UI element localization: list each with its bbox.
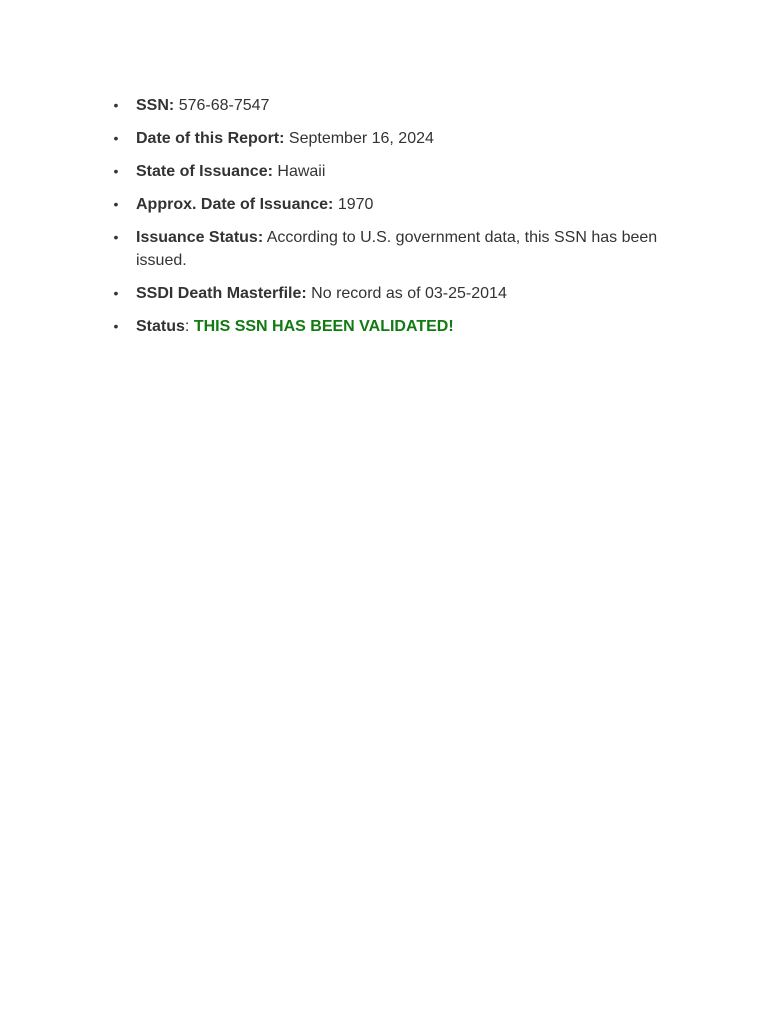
death-masterfile-value: No record as of 03-25-2014	[311, 285, 507, 302]
report-item-ssn	[113, 94, 680, 117]
bullet-icon: •	[113, 285, 119, 301]
ssn-label: SSN:	[136, 97, 175, 114]
ssn-value: 576-68-7547	[178, 97, 270, 114]
issuance-status-value: According to U.S. government data, this SSN has been issued.	[136, 229, 658, 269]
issuance-status-label: Issuance Status:	[136, 229, 264, 246]
report-item-issuance-status	[113, 226, 680, 272]
bullet-icon: •	[113, 130, 119, 146]
issuance-date-label: Approx. Date of Issuance:	[136, 196, 334, 213]
state-value: Hawaii	[277, 163, 326, 180]
bullet-icon: •	[113, 196, 119, 212]
bullet-icon: •	[113, 318, 119, 334]
report-date-value: September 16, 2024	[288, 130, 434, 147]
bullet-icon: •	[113, 229, 119, 245]
status-validated-value: THIS SSN HAS BEEN VALIDATED!	[193, 318, 454, 335]
status-separator: :	[184, 318, 190, 335]
report-date-label: Date of this Report:	[136, 130, 285, 147]
report-item-death-masterfile	[113, 282, 680, 305]
state-label: State of Issuance:	[136, 163, 273, 180]
bullet-icon: •	[113, 97, 119, 113]
death-masterfile-label: SSDI Death Masterfile:	[136, 285, 307, 302]
issuance-date-value: 1970	[337, 196, 374, 213]
report-item-report-date	[113, 127, 680, 150]
status-label: Status	[136, 318, 185, 335]
bullet-icon: •	[113, 163, 119, 179]
report-item-issuance-date	[113, 193, 680, 216]
ssn-report-list	[0, 94, 680, 348]
report-item-status	[113, 315, 680, 338]
report-item-state	[113, 160, 680, 183]
